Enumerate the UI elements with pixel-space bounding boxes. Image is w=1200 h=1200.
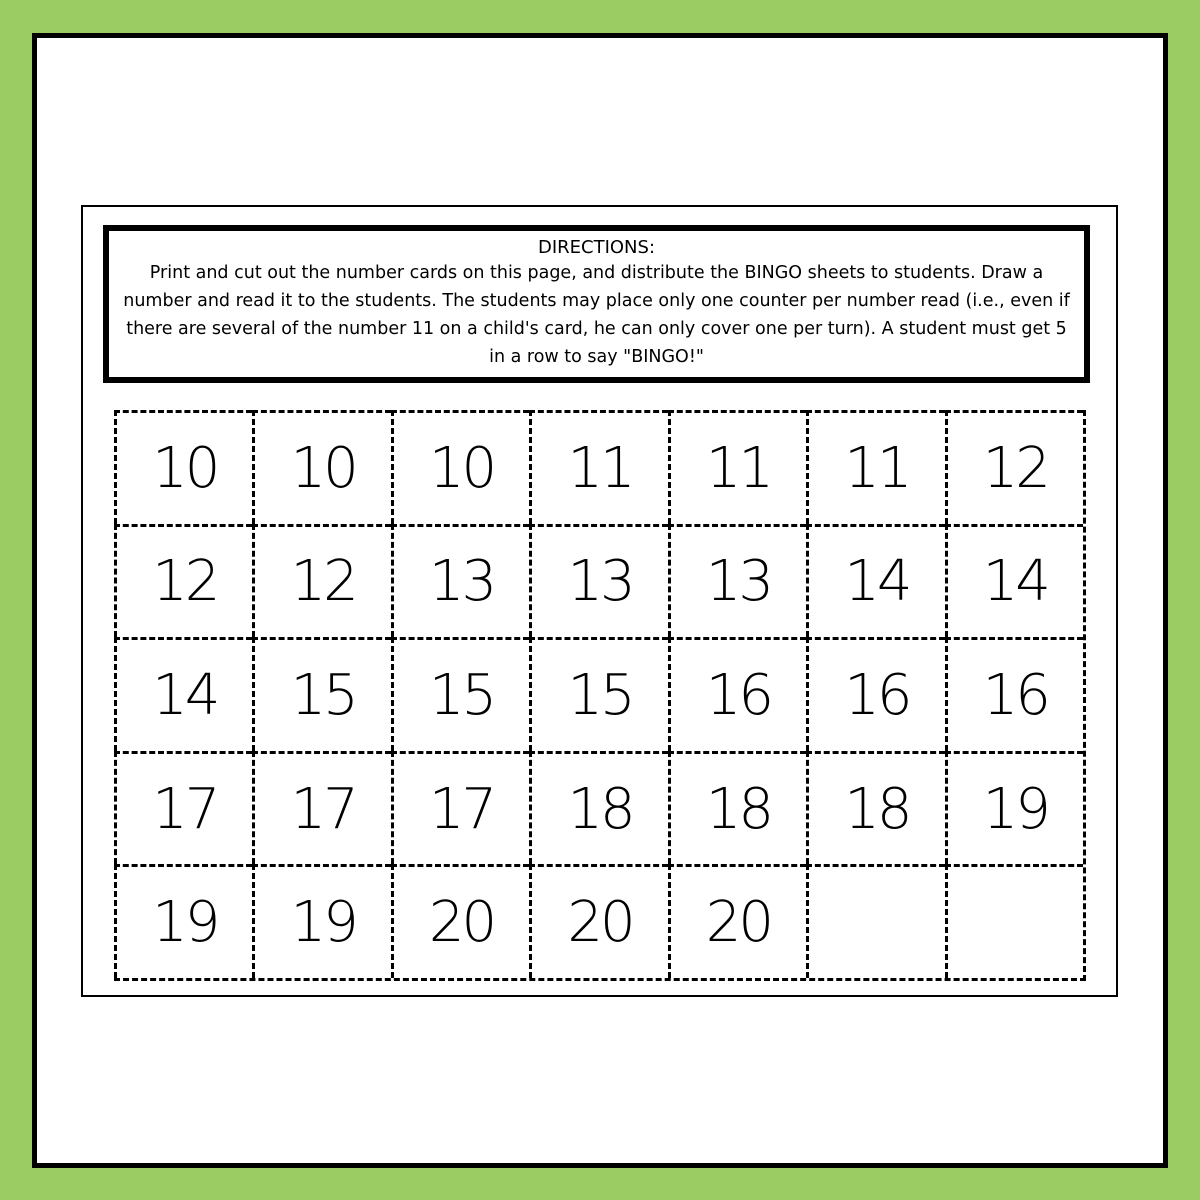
number-card: 10 (391, 410, 529, 524)
number-card: 10 (114, 410, 252, 524)
number-card: 18 (529, 751, 667, 865)
number-card: 14 (114, 637, 252, 751)
blank-card (806, 864, 944, 978)
number-card: 12 (252, 524, 390, 638)
number-card: 14 (945, 524, 1083, 638)
number-card: 11 (529, 410, 667, 524)
bingo-card-sheet (81, 205, 1118, 997)
number-card: 14 (806, 524, 944, 638)
number-card: 18 (668, 751, 806, 865)
number-card: 13 (529, 524, 667, 638)
number-card: 16 (945, 637, 1083, 751)
number-card: 17 (252, 751, 390, 865)
number-card: 19 (114, 864, 252, 978)
number-card: 20 (529, 864, 667, 978)
number-card: 17 (114, 751, 252, 865)
number-card: 16 (806, 637, 944, 751)
number-card: 18 (806, 751, 944, 865)
directions-heading: DIRECTIONS: (537, 237, 656, 258)
directions-text: Print and cut out the number cards on this page, and distribute the BINGO sheets to students. Draw a number and read it to the students. The students may place only one counter per number read (i.e., even if there are several of the number 11 on a child's card, he can only cover one per turn). A student must get 5 in a row to say "BINGO!" (123, 263, 1070, 367)
number-card: 19 (252, 864, 390, 978)
number-card: 20 (391, 864, 529, 978)
number-card: 15 (252, 637, 390, 751)
number-card: 10 (252, 410, 390, 524)
page-frame (32, 33, 1168, 1168)
directions-box (103, 225, 1090, 383)
number-card: 12 (945, 410, 1083, 524)
number-card: 15 (529, 637, 667, 751)
blank-card (945, 864, 1083, 978)
number-card-grid (114, 410, 1086, 981)
number-card: 11 (668, 410, 806, 524)
number-card: 16 (668, 637, 806, 751)
number-card: 12 (114, 524, 252, 638)
number-card: 11 (806, 410, 944, 524)
number-card: 15 (391, 637, 529, 751)
number-card: 20 (668, 864, 806, 978)
number-card: 17 (391, 751, 529, 865)
number-card: 19 (945, 751, 1083, 865)
number-card: 13 (668, 524, 806, 638)
number-card: 13 (391, 524, 529, 638)
